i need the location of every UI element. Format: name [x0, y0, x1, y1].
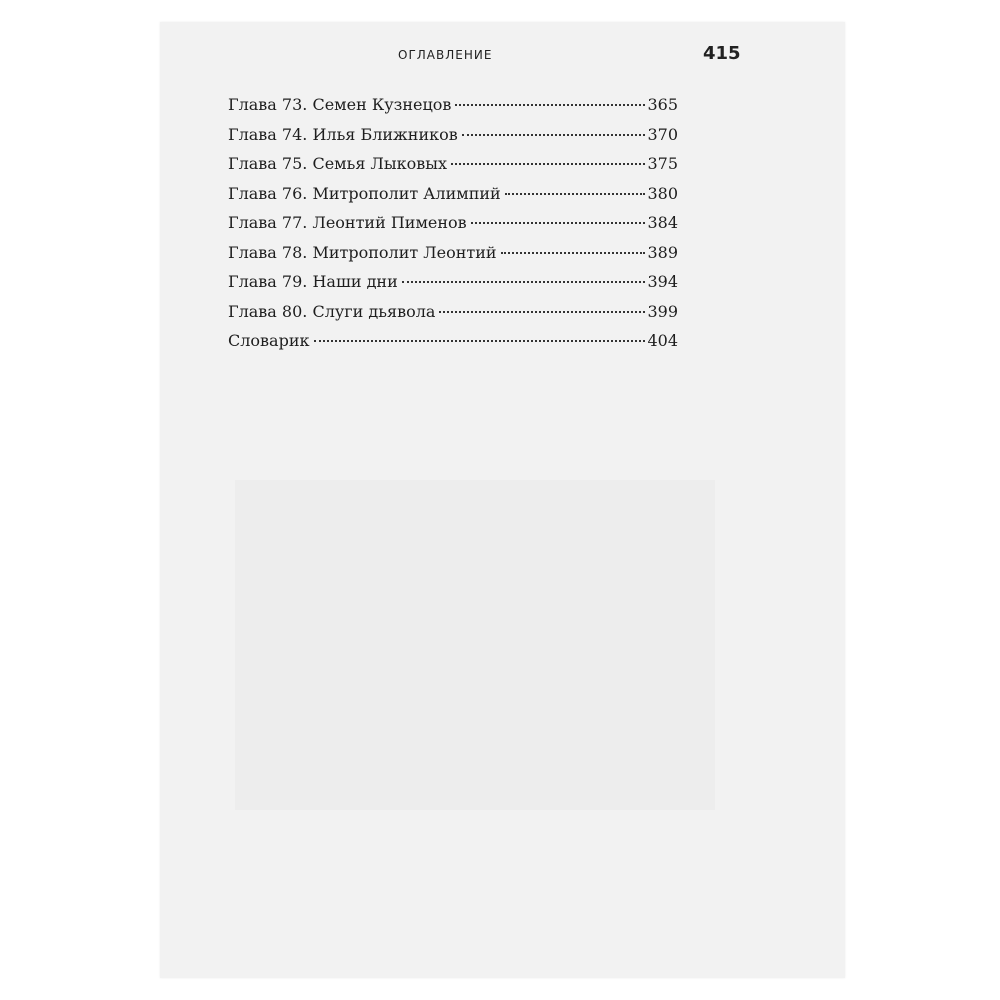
toc-entry-page: 404: [647, 331, 678, 350]
dot-leader: [314, 340, 646, 342]
toc-entry-title: Словарик: [228, 331, 310, 350]
toc-entry-page: 384: [647, 213, 678, 232]
toc-entry-title: Глава 79. Наши дни: [228, 272, 398, 291]
toc-entry-title: Глава 80. Слуги дьявола: [228, 301, 436, 321]
dot-leader: [455, 104, 645, 106]
running-header-title: оглавление: [398, 44, 493, 64]
toc-entry: [228, 125, 678, 155]
toc-entry: [228, 184, 678, 214]
page-number: 415: [703, 43, 741, 64]
toc-entry: [228, 243, 678, 273]
toc-entry: [228, 213, 678, 243]
show-through-shadow: [235, 480, 715, 810]
toc-entry-page: 365: [647, 95, 678, 114]
toc-entry-title: Глава 73. Семен Кузнецов: [228, 95, 452, 114]
toc-entry: [228, 272, 678, 302]
toc-entry: [228, 302, 678, 332]
dot-leader: [402, 281, 646, 283]
dot-leader: [505, 193, 646, 195]
toc-entry-title: Глава 75. Семья Лыковых: [228, 154, 447, 173]
table-of-contents: [228, 95, 678, 361]
toc-entry-page: 399: [647, 301, 678, 321]
toc-entry: [228, 154, 678, 184]
toc-entry-page: 380: [647, 183, 678, 203]
toc-entry-page: 394: [647, 272, 678, 291]
toc-entry-page: 370: [647, 124, 678, 144]
toc-entry-title: Глава 78. Митрополит Леонтий: [228, 242, 497, 262]
toc-entry: [228, 331, 678, 361]
toc-entry: [228, 95, 678, 125]
dot-leader: [501, 252, 646, 254]
dot-leader: [471, 222, 646, 224]
toc-entry-title: Глава 74. Илья Ближников: [228, 124, 458, 144]
toc-entry-title: Глава 77. Леонтий Пименов: [228, 213, 467, 232]
dot-leader: [439, 311, 645, 313]
toc-entry-title: Глава 76. Митрополит Алимпий: [228, 183, 501, 203]
toc-entry-page: 389: [647, 242, 678, 262]
dot-leader: [451, 163, 645, 165]
toc-entry-page: 375: [647, 154, 678, 173]
dot-leader: [462, 134, 646, 136]
